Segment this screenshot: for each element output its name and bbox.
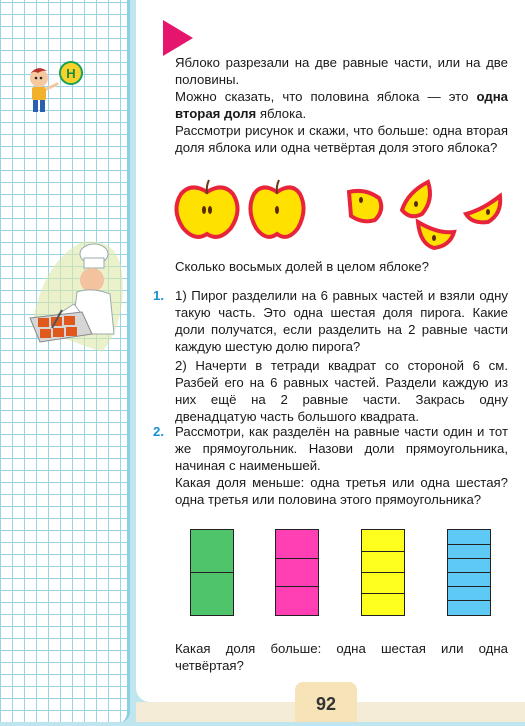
intro-line-2: Можно сказать, что половина яблока — это одна вторая доля яблока. (175, 89, 508, 121)
intro-text (175, 54, 508, 156)
rectangle-2-parts (190, 529, 234, 616)
task-1-text (175, 287, 508, 425)
rectangle-divider (448, 558, 490, 559)
apple-half-icon (173, 180, 241, 242)
task-1-part-2: 2) Начерти в тетради квадрат со стороной 6 см. Разбей его на 6 равных частей. Раздели каждую из них ещё на 2 равные части. Закрась одну двенадцатую часть большого квадрата. (175, 358, 508, 424)
rectangle-6-parts (447, 529, 491, 616)
rectangle-divider (448, 586, 490, 587)
task-1-part-1: 1) Пирог разделили на 6 равных частей и взяли одну такую часть. Это одна шестая доля пирога. Какие доли получатся, если разделить на 2 равные части каждую шестую долю пирога? (175, 288, 508, 354)
rectangle-3-parts (275, 529, 319, 616)
rectangle-divider (448, 572, 490, 573)
task-2-text-2: Какая доля меньше: одна третья или одна шестая? одна третья или половина этого прямоугольника? (175, 475, 508, 507)
apple-half-icon (248, 180, 306, 242)
task-1-number: 1. (153, 288, 164, 303)
cook-cutting-pie-illustration (22, 232, 127, 362)
task-2-text (175, 423, 508, 508)
intro-line-3: Рассмотри рисунок и скажи, что больше: одна вторая доля яблока или одна четвёртая доля этого яблока? (175, 123, 508, 155)
apple-quarter-icon (345, 186, 385, 224)
rectangle-divider (276, 586, 318, 587)
apple-quarter-icon (398, 180, 438, 220)
rectangle-divider (448, 544, 490, 545)
rectangle-divider (448, 600, 490, 601)
rectangle-divider (362, 593, 404, 594)
task-2-number: 2. (153, 424, 164, 439)
rectangle-divider (362, 572, 404, 573)
svg-text:Н: Н (66, 66, 76, 81)
rectangle-divider (191, 572, 233, 573)
rectangle-4-parts (361, 529, 405, 616)
intro-line-1: Яблоко разрезали на две равные части, или на две половины. (175, 55, 508, 87)
final-question: Какая доля больше: одна шестая или одна четвёртая? (175, 641, 508, 673)
eighths-question: Сколько восьмых долей в целом яблоке? (175, 259, 429, 274)
section-marker-triangle (163, 20, 193, 56)
letter-badge-icon (58, 60, 84, 86)
rectangle-divider (276, 558, 318, 559)
rectangle-divider (362, 551, 404, 552)
apple-quarter-icon (414, 218, 458, 250)
apple-quarter-icon (462, 190, 504, 226)
page-number: 92 (295, 682, 357, 722)
task-2-text-1: Рассмотри, как разделён на равные части один и тот же прямоугольник. Назови доли прямоугольника, начиная с наименьшей. (175, 424, 508, 473)
